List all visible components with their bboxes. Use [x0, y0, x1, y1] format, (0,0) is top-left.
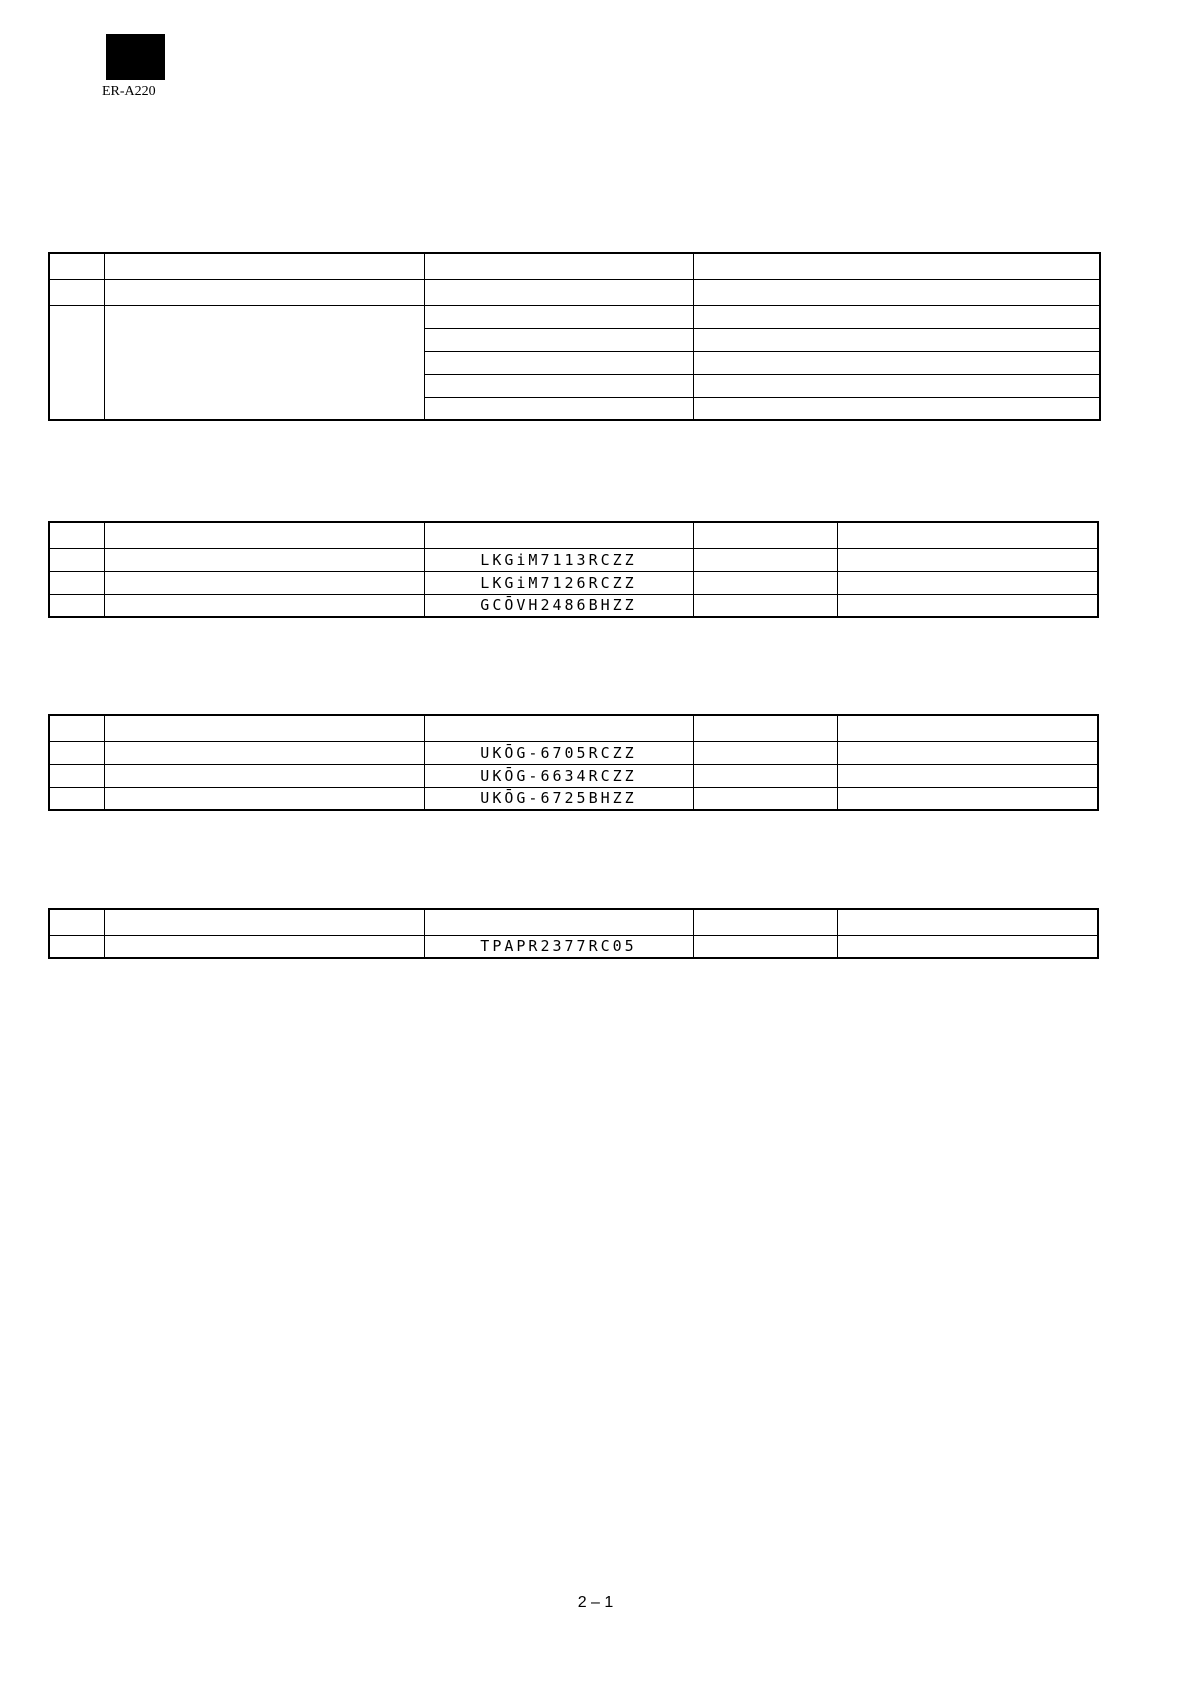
- page-number: 2 – 1: [577, 1594, 614, 1611]
- table-row: [49, 787, 1098, 810]
- table-row: [49, 741, 1098, 764]
- part-code: LKGiM7126RCZZ: [424, 571, 693, 594]
- part-code: UKŌG-6725BHZZ: [424, 787, 693, 810]
- part-code: GCŌVH2486BHZZ: [424, 594, 693, 617]
- table-header-row: [49, 522, 1098, 548]
- table-header-row: [49, 253, 1100, 279]
- table-row: [49, 764, 1098, 787]
- table-4: [48, 908, 1099, 959]
- part-code: UKŌG-6634RCZZ: [424, 764, 693, 787]
- part-code: TPAPR2377RC05: [424, 935, 693, 958]
- table-row: [49, 548, 1098, 571]
- table-row: [49, 594, 1098, 617]
- table-row: [49, 935, 1098, 958]
- table-header-row: [49, 909, 1098, 935]
- table-row: [49, 279, 1100, 305]
- table-header-row: [49, 715, 1098, 741]
- table-1: [48, 252, 1101, 421]
- logo-block: [106, 34, 165, 80]
- part-code: LKGiM7113RCZZ: [424, 548, 693, 571]
- model-name: ER-A220: [102, 84, 156, 99]
- table-row: [49, 305, 1100, 328]
- table-3: [48, 714, 1099, 811]
- table-2: [48, 521, 1099, 618]
- table-row: [49, 571, 1098, 594]
- part-code: UKŌG-6705RCZZ: [424, 741, 693, 764]
